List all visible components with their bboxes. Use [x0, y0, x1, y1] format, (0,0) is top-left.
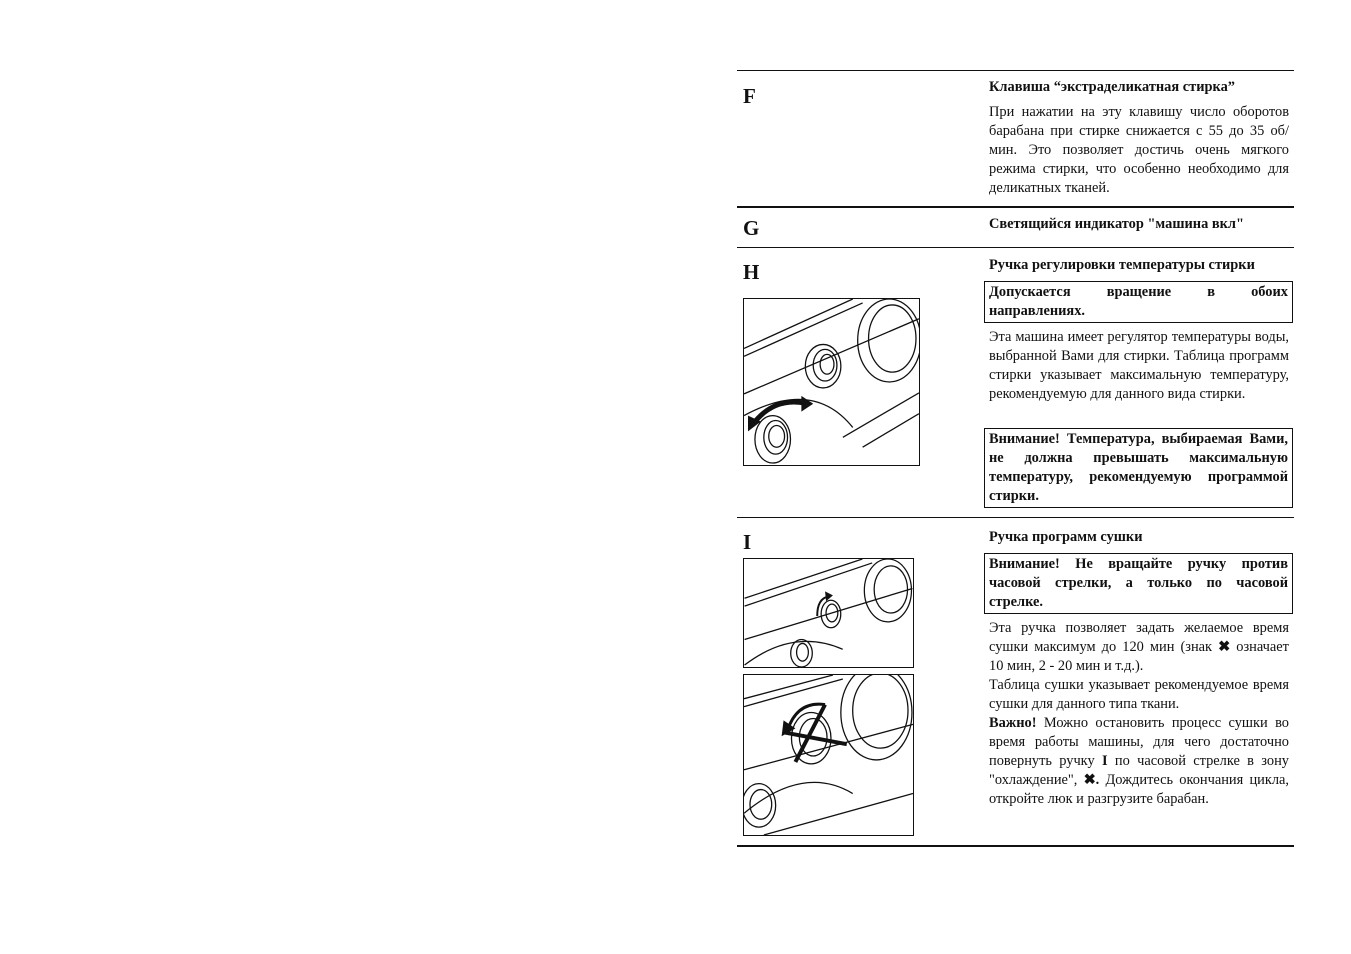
temperature-knob-illustration [743, 298, 920, 466]
section-h-title-wrap [989, 256, 1289, 275]
drying-knob-no-counterclockwise-icon [744, 675, 913, 835]
section-h-text: Эта машина имеет регулятор температуры воды, выбранной Вами для стирки. Таблица программ стирки указывает максимальную температуру, рекомендуемую для данного вида стирки. [989, 329, 1289, 402]
section-letter-f: F [743, 84, 756, 108]
section-h-warning: Внимание! Температура, выбираемая Вами, не должна превышать максимальную температуру, рекомендуемую программой стирки. [984, 428, 1293, 508]
rule-f-g [737, 206, 1294, 208]
rule-top [737, 70, 1294, 71]
section-i-important-label: Важно! [989, 715, 1037, 731]
section-f-text: При нажатии на эту клавишу число оборотов барабана при стирке снижается с 55 до 35 об/мин. Это позволяет достичь очень мягкого режима стирки, что особенно необходимо для деликатных тканей. [989, 104, 1289, 196]
section-g-title: Светящийся индикатор "машина вкл" [989, 216, 1244, 232]
section-letter-i: I [743, 530, 752, 554]
section-i-text-3a: Можно остановить процесс сушки во время работы машины, для чего достаточно повернуть ручку [989, 715, 1289, 769]
rule-bottom [737, 845, 1294, 847]
fan-symbol-icon: ✖ [1218, 639, 1231, 655]
section-f [989, 78, 1289, 198]
drying-knob-clockwise-illustration [743, 558, 914, 668]
section-i-text-1a: Эта ручка позволяет задать желаемое время сушки максимум до 120 мин (знак [989, 620, 1289, 655]
cooling-symbol-icon: ✖. [1083, 772, 1100, 788]
section-letter-h: H [743, 260, 760, 284]
section-h-title: Ручка регулировки температуры стирки [989, 257, 1255, 273]
drying-knob-no-counterclockwise-illustration [743, 674, 914, 836]
section-i-title-wrap [989, 528, 1289, 547]
section-i-text-1b: означает 10 мин, 2 - 20 мин и т.д.). [989, 639, 1289, 674]
section-i-text-2: Таблица сушки указывает рекомендуемое время сушки для данного типа ткани. [989, 677, 1289, 712]
section-f-title: Клавиша “экстраделикатная стирка” [989, 79, 1235, 95]
section-i-knob-letter: I [1101, 753, 1108, 769]
drying-knob-clockwise-icon [744, 559, 913, 667]
section-i-warning: Внимание! Не вращайте ручку против часовой стрелки, а только по часовой стрелке. [984, 553, 1293, 614]
rule-h-i [737, 517, 1294, 518]
section-i-title: Ручка программ сушки [989, 529, 1143, 545]
section-g [989, 215, 1289, 234]
section-i-text-3 [989, 714, 1289, 809]
rule-g-h [737, 247, 1294, 248]
section-i-text [989, 619, 1289, 809]
section-letter-g: G [743, 216, 760, 240]
temperature-knob-icon [744, 299, 919, 465]
section-i-text-3c: Дождитесь окончания цикла, откройте люк и разгрузите барабан. [989, 772, 1289, 807]
section-i-text-3b: по часовой стрелке в зону "охлаждение", [989, 753, 1289, 788]
section-h-note: Допускается вращение в обоих направлениях. [984, 281, 1293, 323]
section-i-text-1 [989, 619, 1289, 676]
